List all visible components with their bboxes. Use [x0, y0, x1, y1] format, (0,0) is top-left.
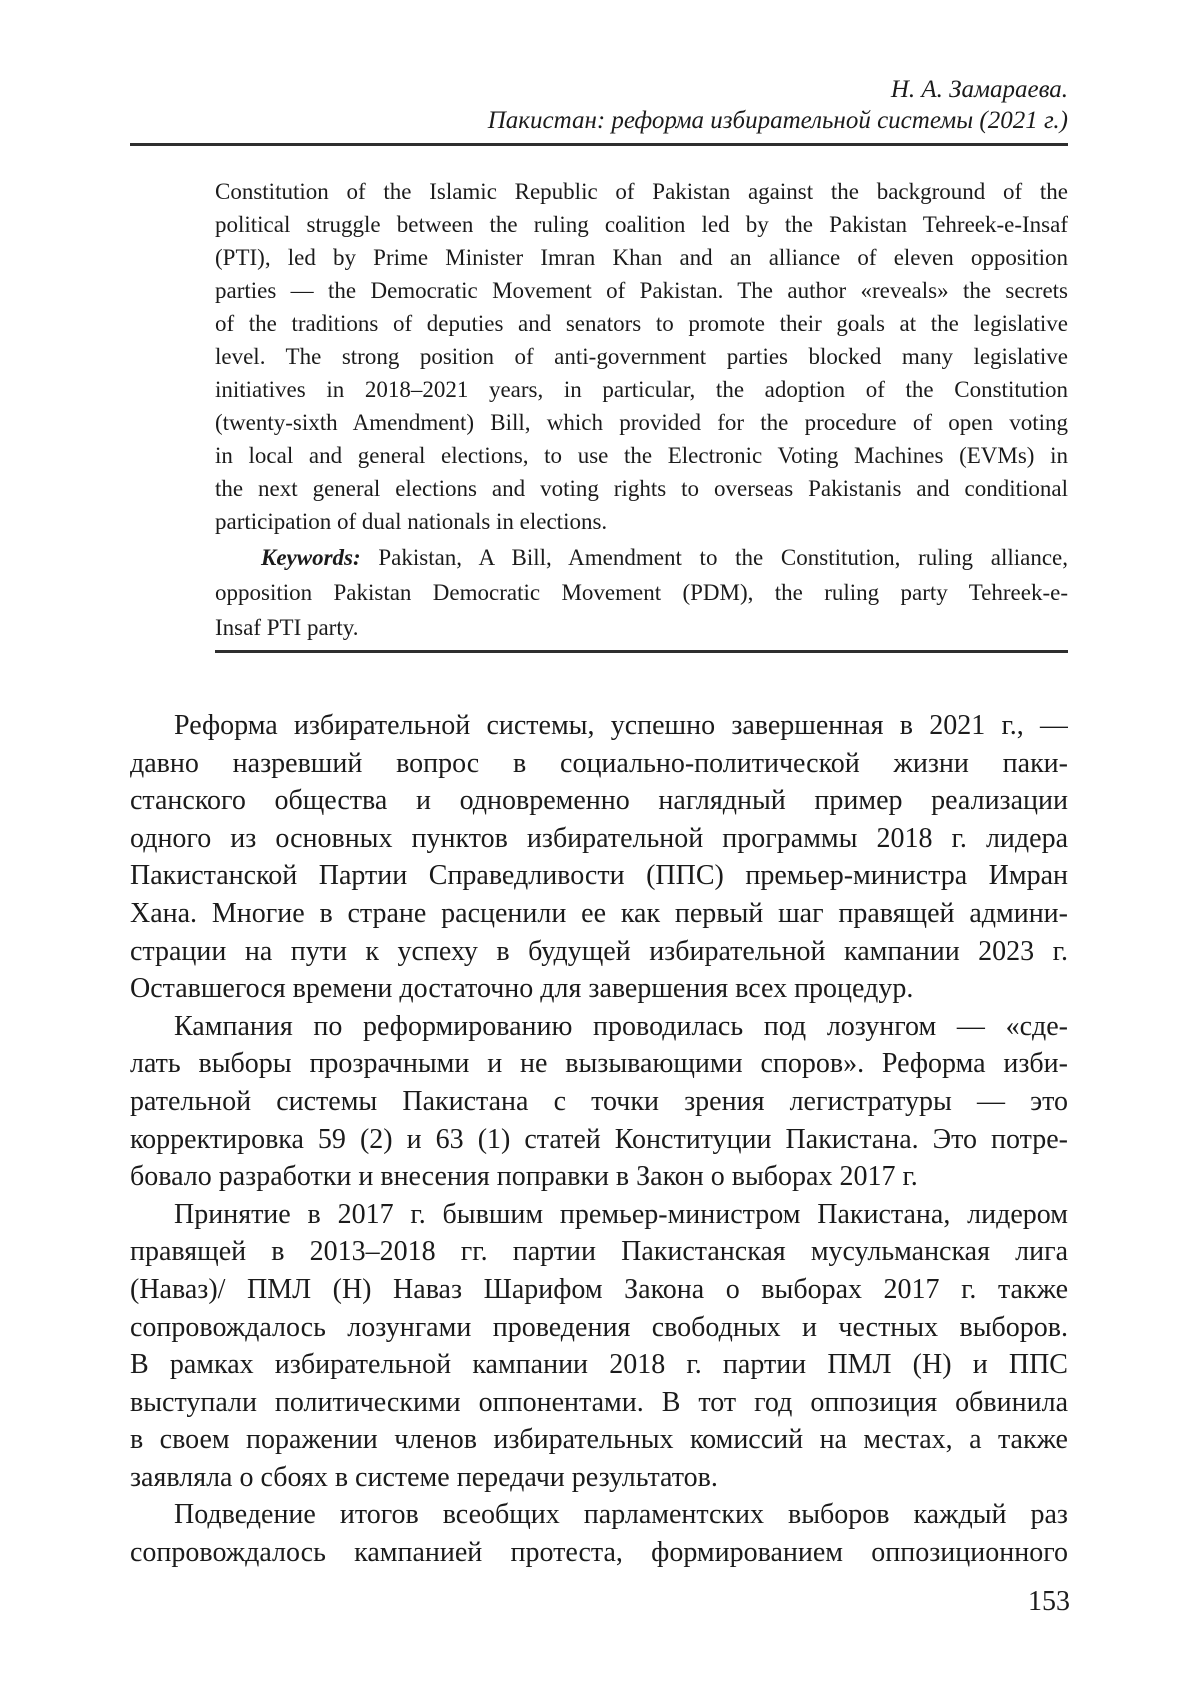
- keywords-first-line-text: Pakistan, A Bill, Amendment to the Constitution, ruling alliance,: [378, 545, 1068, 570]
- body-paragraph: [130, 1008, 1068, 1196]
- text-line: Пакистанской Партии Справедливости (ППС) премьер-министра Имран: [130, 860, 1068, 892]
- text-line: Кампания по реформированию проводилась под лозунгом — «сде-: [174, 1010, 1068, 1042]
- text-line: in local and general elections, to use the Electronic Voting Machines (EVMs) in: [215, 443, 1068, 468]
- abstract-block: [215, 175, 1068, 653]
- keywords-paragraph: [215, 540, 1068, 645]
- text-line: выступали политическими оппонентами. В тот год оппозиция обвинила: [130, 1386, 1068, 1418]
- text-line: одного из основных пунктов избирательной программы 2018 г. лидера: [130, 822, 1068, 854]
- text-line: сопровождалось кампанией протеста, формированием оппозиционного: [130, 1537, 1068, 1569]
- text-line: parties — the Democratic Movement of Pakistan. The author «reveals» the secrets: [215, 278, 1068, 303]
- text-line: бовало разработки и внесения поправки в Закон о выборах 2017 г.: [130, 1161, 918, 1193]
- text-line: initiatives in 2018–2021 years, in particular, the adoption of the Constitution: [215, 377, 1068, 402]
- article-body: [130, 707, 1068, 1572]
- text-line: level. The strong position of anti-government parties blocked many legislative: [215, 344, 1068, 369]
- text-line: (twenty-sixth Amendment) Bill, which provided for the procedure of open voting: [215, 410, 1068, 435]
- text-line: Подведение итогов всеобщих парламентских выборов каждый раз: [174, 1499, 1068, 1531]
- text-line: participation of dual nationals in elections.: [215, 509, 608, 534]
- text-line: political struggle between the ruling coalition led by the Pakistan Tehreek-e-Insaf: [215, 212, 1068, 237]
- text-line: the next general elections and voting rights to overseas Pakistanis and conditional: [215, 476, 1068, 501]
- text-line: Хана. Многие в стране расценили ее как первый шаг правящей админи-: [130, 897, 1068, 929]
- text-line: станского общества и одновременно наглядный пример реализации: [130, 785, 1068, 817]
- body-paragraph: [130, 1496, 1068, 1571]
- text-line: Constitution of the Islamic Republic of Pakistan against the background of the: [215, 179, 1068, 204]
- text-line: Реформа избирательной системы, успешно завершенная в 2021 г., —: [174, 710, 1068, 741]
- text-line: Принятие в 2017 г. бывшим премьер-министром Пакистана, лидером: [174, 1198, 1068, 1230]
- body-paragraph: [130, 707, 1068, 1008]
- text-line: Insaf PTI party.: [215, 615, 359, 640]
- text-line: лать выборы прозрачными и не вызывающими споров». Реформа изби-: [130, 1048, 1068, 1080]
- text-line: (Наваз)/ ПМЛ (Н) Наваз Шарифом Закона о выборах 2017 г. также: [130, 1273, 1068, 1305]
- text-line: (PTI), led by Prime Minister Imran Khan and an alliance of eleven opposition: [215, 245, 1068, 270]
- page-number: 153: [1028, 1586, 1070, 1617]
- abstract-text: [215, 175, 1068, 538]
- text-line: of the traditions of deputies and senators to promote their goals at the legislative: [215, 311, 1068, 336]
- header-rule: [130, 143, 1068, 146]
- text-line: opposition Pakistan Democratic Movement (PDM), the ruling party Tehreek-e-: [215, 580, 1068, 605]
- running-head-title: Пакистан: реформа избирательной системы (2021 г.): [487, 107, 1068, 134]
- text-line: В рамках избирательной кампании 2018 г. партии ПМЛ (Н) и ППС: [130, 1349, 1068, 1381]
- text-line: сопровождалось лозунгами проведения свободных и честных выборов.: [130, 1311, 1068, 1343]
- keywords-first-line: [215, 540, 1068, 575]
- text-line: давно назревший вопрос в социально-политической жизни паки-: [130, 747, 1068, 779]
- text-line: правящей в 2013–2018 гг. партии Пакистанская мусульманская лига: [130, 1236, 1068, 1268]
- running-head: [130, 0, 1068, 136]
- text-line: заявляла о сбоях в системе передачи результатов.: [130, 1461, 718, 1493]
- abstract-bottom-rule: [215, 650, 1068, 653]
- running-head-author: Н. А. Замараева.: [890, 76, 1068, 103]
- keywords-label: Keywords:: [261, 545, 361, 570]
- text-line: Оставшегося времени достаточно для завершения всех процедур.: [130, 973, 914, 1005]
- body-paragraph: [130, 1196, 1068, 1497]
- text-line: корректировка 59 (2) и 63 (1) статей Конституции Пакистана. Это потре-: [130, 1123, 1068, 1155]
- keywords-rest-lines: [215, 575, 1068, 645]
- text-line: рательной системы Пакистана с точки зрения легистратуры — это: [130, 1085, 1068, 1117]
- text-line: в своем поражении членов избирательных комиссий на местах, а также: [130, 1424, 1068, 1456]
- text-line: страции на пути к успеху в будущей избирательной кампании 2023 г.: [130, 935, 1068, 967]
